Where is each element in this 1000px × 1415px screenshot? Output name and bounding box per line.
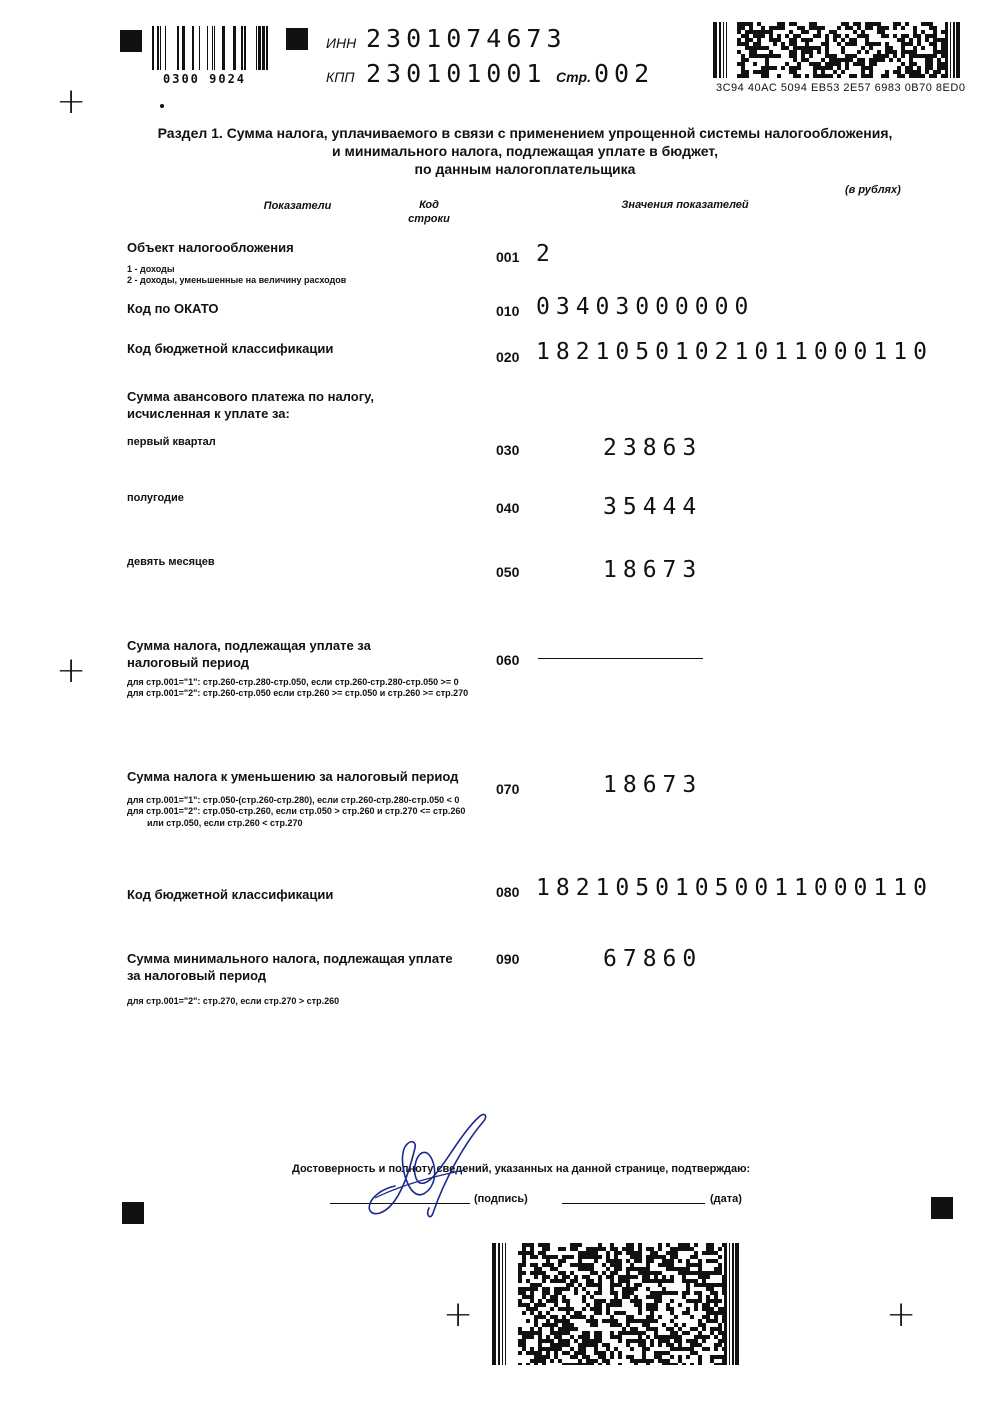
corner-marker: [122, 1202, 144, 1224]
row-040-code: 040: [496, 500, 520, 516]
kpp-value: 230101001: [366, 59, 547, 88]
row-070-note-2: для стр.001="2": стр.050-стр.260, если стр.050 > стр.260 и стр.270 <= стр.260: [127, 806, 466, 816]
row-080-label: Код бюджетной классификации: [127, 887, 334, 902]
confirmation-text: Достоверность и полноту сведений, указанных на данной странице, подтверждаю:: [292, 1163, 751, 1175]
column-head-code-line2: строки: [408, 213, 450, 225]
section-title: [100, 124, 950, 178]
signature-label: (подпись): [474, 1193, 528, 1205]
row-080-code: 080: [496, 884, 520, 900]
title-line-3: по данным налогоплательщика: [414, 161, 636, 177]
row-090-note-1: для стр.001="2": стр.270, если стр.270 > стр.260: [127, 996, 340, 1006]
row-060-label: [127, 637, 371, 671]
row-050-value: 18673: [603, 557, 703, 583]
row-020-value: 18210501021011000110: [536, 339, 933, 365]
row-090-label-line2: за налоговый период: [127, 968, 267, 983]
row-050-label: девять месяцев: [127, 556, 215, 568]
row-010-value: 03403000000: [536, 294, 755, 320]
advance-heading: [127, 388, 374, 422]
row-070-value: 18673: [603, 772, 703, 798]
kpp-label: КПП: [326, 69, 355, 85]
form-barcode: [152, 26, 268, 70]
ink-dot: [160, 104, 164, 108]
row-060-note-2: для стр.001="2": стр.260-стр.050 если стр.260 >= стр.050 и стр.260 >= стр.270: [127, 688, 469, 698]
pdf417-barcode: [713, 22, 963, 78]
row-001-value: 2: [536, 241, 556, 267]
advance-heading-line2: исчисленная к уплате за:: [127, 406, 290, 421]
row-080-value: 18210501050011000110: [536, 875, 933, 901]
title-line-2: и минимального налога, подлежащая уплате в бюджет,: [332, 143, 718, 159]
inn-value: 2301074673: [366, 24, 567, 53]
row-001-note-2: 2 - доходы, уменьшенные на величину расходов: [127, 275, 347, 285]
row-030-value: 23863: [603, 435, 703, 461]
page-label: Стр.: [556, 69, 591, 85]
column-head-values: Значения показателей: [621, 199, 749, 211]
page-value: 002: [594, 59, 655, 88]
row-090-label-line1: Сумма минимального налога, подлежащая уплате: [127, 951, 453, 966]
registration-cross: +: [443, 1294, 474, 1335]
row-001-code: 001: [496, 249, 520, 265]
units-note: (в рублях): [845, 184, 901, 196]
row-040-value: 35444: [603, 494, 703, 520]
row-070-note-1: для стр.001="1": стр.050-(стр.260-стр.280), если стр.260-стр.280-стр.050 < 0: [127, 795, 460, 805]
row-030-label: первый квартал: [127, 436, 216, 448]
form-barcode-number: 0300 9024: [163, 72, 247, 86]
row-040-label: полугодие: [127, 492, 184, 504]
row-060-label-line1: Сумма налога, подлежащая уплате за: [127, 638, 371, 653]
title-line-1: Раздел 1. Сумма налога, уплачиваемого в связи с применением упрощенной системы налогообложения,: [157, 125, 893, 141]
registration-cross: +: [886, 1294, 917, 1335]
row-090-label: [127, 950, 453, 984]
handwritten-signature: [355, 1108, 495, 1228]
inn-label: ИНН: [326, 35, 357, 51]
row-070-label: Сумма налога к уменьшению за налоговый период: [127, 769, 459, 784]
corner-marker: [931, 1197, 953, 1219]
row-060-label-line2: налоговый период: [127, 655, 250, 670]
date-line: [562, 1203, 705, 1204]
row-060-code: 060: [496, 652, 520, 668]
row-060-empty-dash: [538, 658, 703, 659]
column-head-indicators: Показатели: [263, 200, 332, 212]
row-010-label: Код по ОКАТО: [127, 301, 219, 316]
corner-marker: [286, 28, 308, 50]
row-090-code: 090: [496, 951, 520, 967]
row-070-code: 070: [496, 781, 520, 797]
row-010-code: 010: [496, 303, 520, 319]
advance-heading-line1: Сумма авансового платежа по налогу,: [127, 389, 374, 404]
bottom-2d-barcode: [492, 1243, 748, 1365]
registration-cross: +: [56, 81, 87, 122]
row-001-label: Объект налогообложения: [127, 240, 294, 255]
row-050-code: 050: [496, 564, 520, 580]
date-label: (дата): [710, 1193, 742, 1205]
corner-marker: [120, 30, 142, 52]
pdf417-barcode-text: 3C94 40AC 5094 EB53 2E57 6983 0B70 8ED0: [716, 82, 966, 94]
row-070-note-3: или стр.050, если стр.260 < стр.270: [147, 818, 303, 828]
row-090-value: 67860: [603, 946, 703, 972]
registration-cross: +: [56, 650, 87, 691]
row-030-code: 030: [496, 442, 520, 458]
row-001-note-1: 1 - доходы: [127, 264, 175, 274]
row-020-label: Код бюджетной классификации: [127, 341, 334, 356]
row-020-code: 020: [496, 349, 520, 365]
column-head-code: [398, 198, 460, 226]
row-060-note-1: для стр.001="1": стр.260-стр.280-стр.050, если стр.260-стр.280-стр.050 >= 0: [127, 677, 459, 687]
column-head-code-line1: Код: [419, 199, 439, 211]
